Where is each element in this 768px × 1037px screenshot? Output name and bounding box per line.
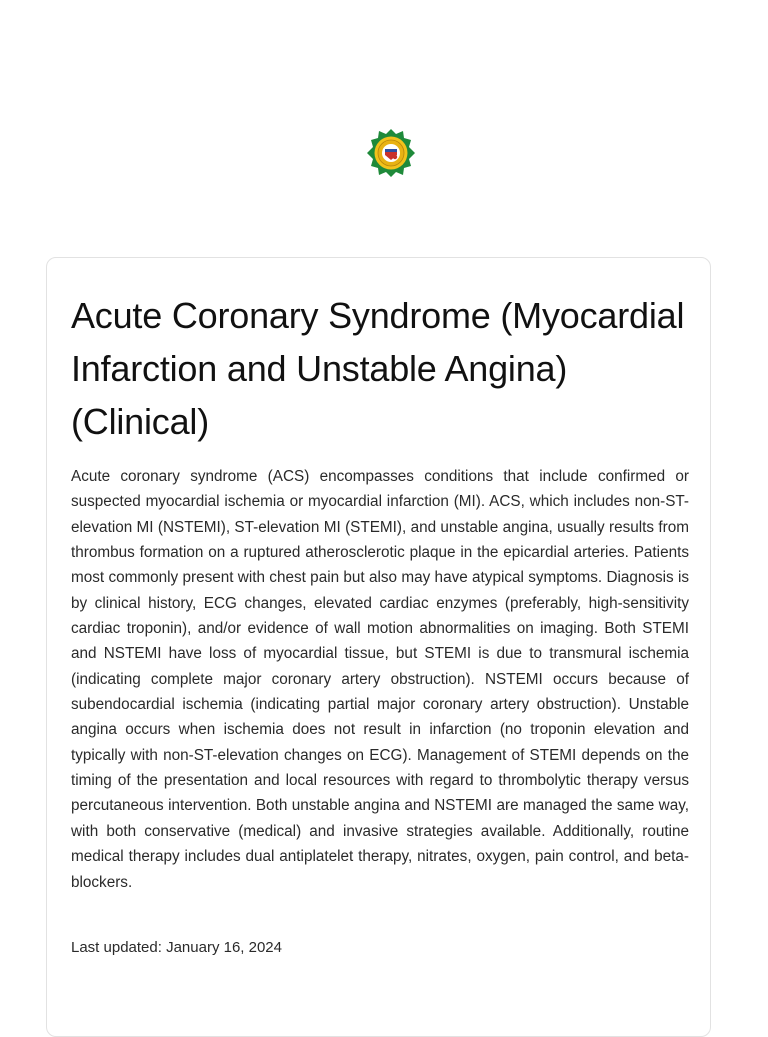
institution-seal-svg: [366, 128, 416, 178]
seal-red-dot: [393, 155, 397, 159]
last-updated-label: Last updated: January 16, 2024: [71, 939, 282, 956]
institution-seal-icon: [366, 128, 416, 178]
page-title: Acute Coronary Syndrome (Myocardial Infarction and Unstable Angina) (Clinical): [71, 295, 685, 442]
seal-shield-band: [385, 149, 397, 152]
article-summary: Acute coronary syndrome (ACS) encompasses conditions that include confirmed or suspected myocardial ischemia or myocardial infarction (MI). ACS, which includes non-ST-elevation MI (NSTEMI), ST-elevation MI (STEMI), and unstable angina, usually results from thrombus formation on a ruptured atherosclerotic plaque in the epicardial arteries. Patients most commonly present with chest pain but also may have atypical symptoms. Diagnosis is by clinical history, ECG changes, elevated cardiac enzymes (preferably, high-sensitivity cardiac troponin), and/or evidence of wall motion abnormalities on imaging. Both STEMI and NSTEMI have loss of myocardial tissue, but STEMI is due to transmural ischemia (indicating complete major coronary artery obstruction). NSTEMI occurs because of subendocardial ischemia (indicating partial major coronary artery obstruction). Unstable angina occurs when ischemia does not result in infarction (no troponin elevation and typically with non-ST-elevation changes on ECG). Management of STEMI depends on the timing of the presentation and local resources with regard to thrombolytic therapy versus percutaneous intervention. Both unstable angina and NSTEMI are managed the same way, with both conservative (medical) and invasive strategies available. Additionally, routine medical therapy includes dual antiplatelet therapy, nitrates, oxygen, pain control, and beta-blockers.: [71, 468, 689, 891]
article-card: [46, 257, 711, 1037]
